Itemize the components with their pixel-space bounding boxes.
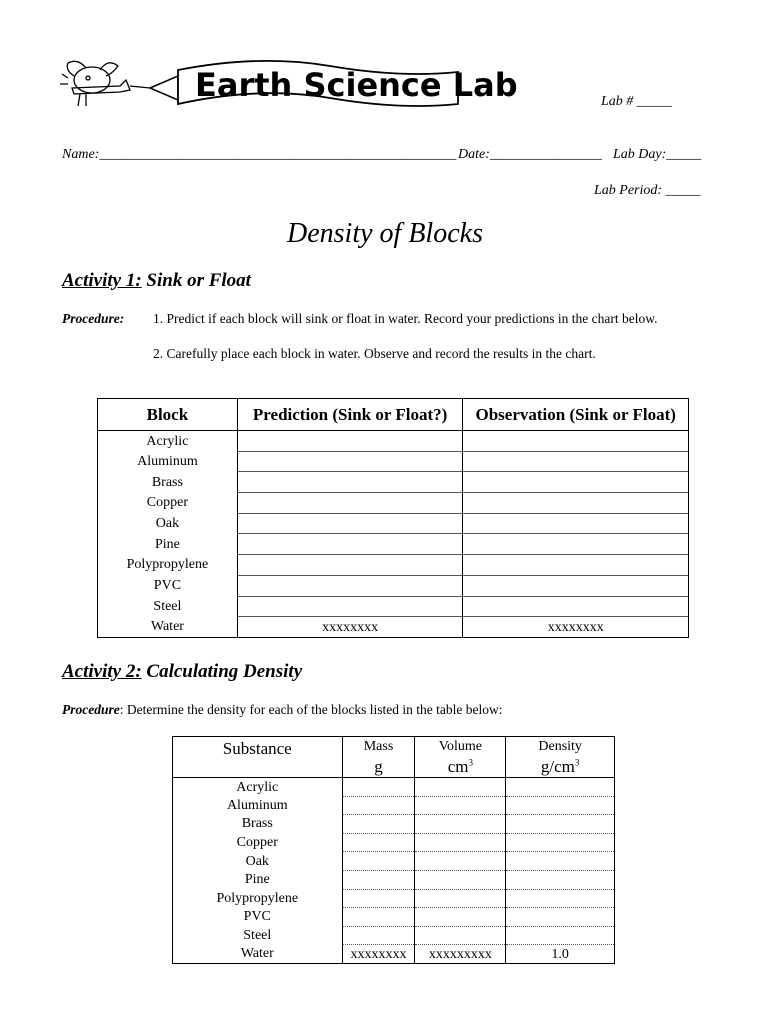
substance-name: Oak [173, 852, 343, 871]
density-cell[interactable] [506, 778, 615, 797]
observation-cell: xxxxxxxx [463, 617, 689, 638]
activity1-step-2: 2. Carefully place each block in water. Observe and record the results in the chart. [153, 346, 596, 361]
table-header-row [173, 737, 615, 778]
prediction-cell[interactable] [237, 596, 463, 617]
table-header-row [98, 399, 689, 431]
observation-cell[interactable] [463, 534, 689, 555]
activity2-procedure-label: Procedure [62, 702, 120, 717]
mass-cell: xxxxxxxx [342, 945, 415, 964]
activity2-heading-prefix: Activity 2: [62, 661, 142, 682]
block-name: Polypropylene [98, 555, 238, 576]
mass-cell[interactable] [342, 796, 415, 815]
block-name: Copper [98, 493, 238, 514]
density-cell[interactable] [506, 889, 615, 908]
sink-float-table [97, 398, 689, 638]
substance-name: Copper [173, 833, 343, 852]
column-header-mass: Mass g [342, 737, 415, 778]
activity1-heading-rest: Sink or Float [141, 270, 251, 291]
table-row [98, 555, 689, 576]
table-row [98, 596, 689, 617]
activity1-heading-prefix: Activity 1: [62, 270, 142, 291]
block-name: Oak [98, 513, 238, 534]
logo-text: Earth Science Lab [195, 66, 518, 104]
observation-cell[interactable] [463, 472, 689, 493]
column-header-volume: Volume $cm^3$ [415, 737, 506, 778]
prediction-cell[interactable] [237, 513, 463, 534]
block-name: Water [98, 617, 238, 638]
earth-science-lab-logo [60, 48, 518, 138]
density-cell[interactable] [506, 852, 615, 871]
table-row [98, 472, 689, 493]
mass-cell[interactable] [342, 926, 415, 945]
table-row [98, 451, 689, 472]
table-row [98, 493, 689, 514]
activity2-heading-rest: Calculating Density [141, 661, 303, 682]
volume-cell[interactable] [415, 908, 506, 927]
substance-name: Aluminum [173, 796, 343, 815]
substance-name: Acrylic [173, 778, 343, 797]
prediction-cell[interactable] [237, 555, 463, 576]
table-row [173, 889, 615, 908]
mass-cell[interactable] [342, 833, 415, 852]
name-field: Name:___________________________________________________ [62, 147, 457, 162]
volume-cell: xxxxxxxxx [415, 945, 506, 964]
mass-cell[interactable] [342, 870, 415, 889]
volume-cell[interactable] [415, 889, 506, 908]
density-cell[interactable] [506, 833, 615, 852]
density-cell[interactable] [506, 926, 615, 945]
date-field: Date:________________ [458, 147, 602, 162]
prediction-cell: xxxxxxxx [237, 617, 463, 638]
activity2-procedure [62, 702, 503, 718]
mass-cell[interactable] [342, 889, 415, 908]
prediction-cell[interactable] [237, 451, 463, 472]
column-header-substance: Substance [173, 737, 343, 778]
substance-name: Polypropylene [173, 889, 343, 908]
lab-number-field: Lab # _____ [601, 94, 672, 109]
observation-cell[interactable] [463, 451, 689, 472]
table-row [98, 534, 689, 555]
prediction-cell[interactable] [237, 575, 463, 596]
density-cell[interactable] [506, 815, 615, 834]
substance-name: Pine [173, 870, 343, 889]
page-title: Density of Blocks [287, 218, 483, 249]
volume-cell[interactable] [415, 833, 506, 852]
density-table [172, 736, 615, 964]
table-row [173, 852, 615, 871]
prediction-cell[interactable] [237, 493, 463, 514]
density-cell[interactable] [506, 870, 615, 889]
block-name: Pine [98, 534, 238, 555]
block-name: Steel [98, 596, 238, 617]
table-row [173, 870, 615, 889]
volume-cell[interactable] [415, 778, 506, 797]
substance-name: Steel [173, 926, 343, 945]
lab-day-field: Lab Day:_____ [613, 147, 702, 162]
substance-name: Brass [173, 815, 343, 834]
mass-cell[interactable] [342, 815, 415, 834]
table-row [173, 908, 615, 927]
table-row [98, 513, 689, 534]
table-row [173, 945, 615, 964]
table-row [98, 617, 689, 638]
table-row [98, 575, 689, 596]
density-cell[interactable] [506, 908, 615, 927]
block-name: Acrylic [98, 431, 238, 452]
table-row [173, 833, 615, 852]
table-row [173, 778, 615, 797]
volume-cell[interactable] [415, 796, 506, 815]
volume-cell[interactable] [415, 870, 506, 889]
observation-cell[interactable] [463, 431, 689, 452]
table-row [98, 431, 689, 452]
prediction-cell[interactable] [237, 431, 463, 452]
block-name: PVC [98, 575, 238, 596]
table-row [173, 926, 615, 945]
activity2-procedure-text: : Determine the density for each of the blocks listed in the table below: [119, 702, 503, 717]
prediction-cell[interactable] [237, 534, 463, 555]
mass-cell[interactable] [342, 908, 415, 927]
activity1-step-1: 1. Predict if each block will sink or float in water. Record your predictions in the chart below. [153, 311, 658, 326]
activity2-heading [62, 661, 302, 683]
observation-cell[interactable] [463, 575, 689, 596]
column-header-prediction: Prediction (Sink or Float?) [237, 399, 463, 431]
plane-doodle-icon [60, 61, 150, 106]
observation-cell[interactable] [463, 513, 689, 534]
observation-cell[interactable] [463, 493, 689, 514]
block-name: Aluminum [98, 451, 238, 472]
substance-name: Water [173, 945, 343, 964]
observation-cell[interactable] [463, 555, 689, 576]
activity1-procedure-label: Procedure: [62, 311, 125, 326]
volume-cell[interactable] [415, 852, 506, 871]
block-name: Brass [98, 472, 238, 493]
mass-cell[interactable] [342, 852, 415, 871]
column-header-block: Block [98, 399, 238, 431]
activity1-heading [62, 270, 251, 292]
mass-cell[interactable] [342, 778, 415, 797]
table-row [173, 815, 615, 834]
volume-cell[interactable] [415, 815, 506, 834]
table-row [173, 796, 615, 815]
density-cell[interactable] [506, 796, 615, 815]
column-header-observation: Observation (Sink or Float) [463, 399, 689, 431]
volume-cell[interactable] [415, 926, 506, 945]
substance-name: PVC [173, 908, 343, 927]
observation-cell[interactable] [463, 596, 689, 617]
column-header-density: Density $g/cm^3$ [506, 737, 615, 778]
prediction-cell[interactable] [237, 472, 463, 493]
lab-period-field: Lab Period: _____ [594, 183, 701, 198]
density-cell: 1.0 [506, 945, 615, 964]
